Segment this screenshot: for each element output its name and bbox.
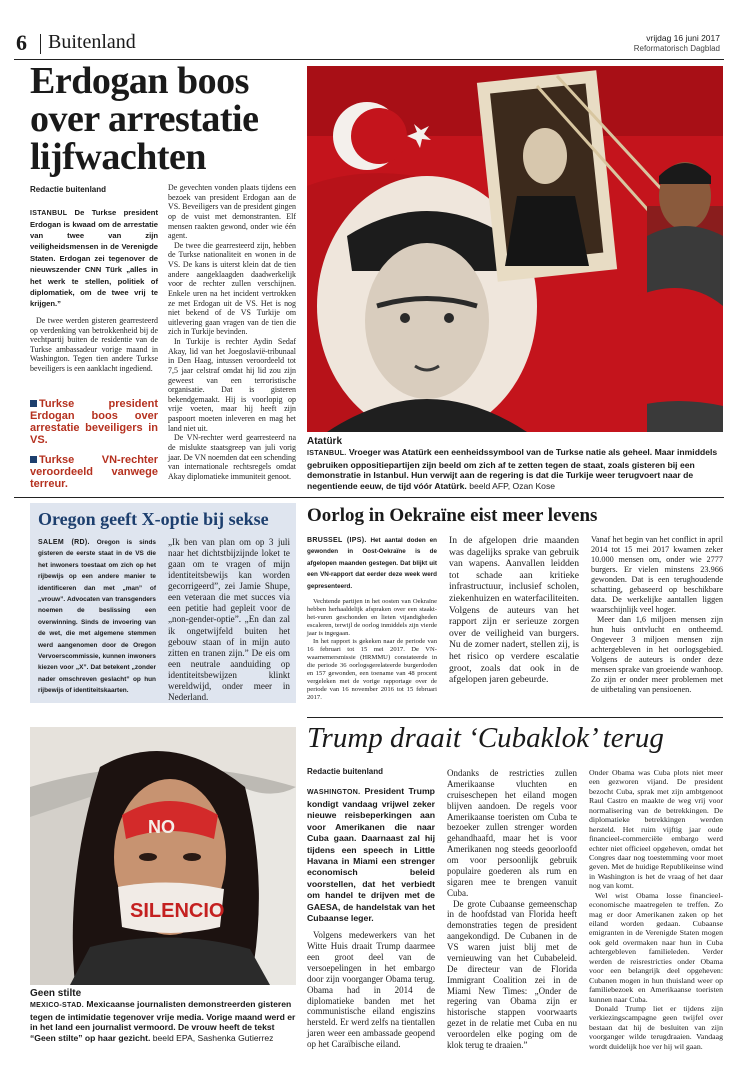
section-rule	[307, 717, 723, 718]
headline: Oregon geeft X-optie bij sekse	[38, 509, 269, 529]
caption-title: Atatürk	[307, 436, 343, 447]
section-rule	[14, 497, 724, 498]
article-oekraine	[307, 503, 723, 703]
photo-ataturk	[307, 66, 723, 432]
header-paper: Reformatorisch Dagblad	[633, 44, 720, 53]
headline: Oorlog in Oekraïne eist meer levens	[307, 505, 598, 526]
svg-text:NO: NO	[148, 817, 175, 837]
header-divider	[40, 34, 41, 54]
paragraph: In de afgelopen drie maanden was dagelijks sprake van gebruik van wapens. Aanvallen leidden tot schade aan kritieke infrastructuur, inclusief scholen, ziekenhuizen en waterfaciliteiten. Volgens de auteurs van het rapport zijn er serieuze zorgen over de veiligheid van burgers. Nu de zomer nadert, stellen zij, is het risico op verdere escalatie groot, zoals dat ook in de afgelopen jaren gebeurde.	[449, 535, 579, 686]
caption-title: Geen stilte	[30, 988, 82, 999]
headline: Trump draait ‘Cubaklok’ terug	[307, 722, 664, 754]
photo-credit: beeld EPA, Sashenka Gutierrez	[152, 1032, 274, 1043]
pull-quotes	[30, 398, 158, 490]
article-trump	[307, 722, 723, 1052]
caption-geen-stilte	[30, 988, 296, 1043]
ataturk-flag-image	[307, 66, 723, 432]
paragraph: Volgens medewerkers van het Witte Huis draait Trump daarmee een groot deel van de versoepelingen in het embargo door zijn voorganger Obama terug. Obama had in 2014 de diplomatieke banden met het communistische eiland engiszins hersteld. Er werd zelfs na tientallen jaren weer een ambassade geopend op het Caraïbische eiland.	[307, 930, 435, 1050]
paragraph: Meer dan 1,6 miljoen mensen zijn hun huis ontvlucht en ontheemd. Ongeveer 3 miljoen mensen zijn achtergebleven in het oorlogsgebied. Volgens de auteurs is onder deze mensen sprake van groeiende wanhoop. Zo zijn er onder meer problemen met de uitbetaling van pensioenen.	[591, 614, 723, 694]
column-1: SALEM (RD). Oregon is sinds gisteren de eerste staat in de VS die het inwoners toestaat om zich op het rijbewijs op een andere manier te identificeren dan met „man” of „vrouw”. Advocaten van transgenders noemen de beslissing een overwinning. Sinds de invoering van de wet, die met algemene stemmen werd aangenomen door de Oregon Vervoerscommissie, kunnen inwoners kiezen voor „X”. Dat betekent „zonder nader omschreven geslacht” op hun rijbewijs of identiteitskaarten.	[38, 539, 156, 695]
column-2	[449, 535, 579, 686]
column-3	[591, 535, 723, 695]
column-1: BRUSSEL (IPS). Het aantal doden en gewonden in Oost-Oekraïne is de afgelopen maanden gestegen. Dat blijkt uit een VN-rapport dat eerder deze week werd gepresenteerd. Vechtende partijen in het oosten van Oekraïne hebben herhaaldelijk afspraken over een staakt-het-vuren geschonden en lieten vijandigheden escaleren, terwijl de oorlog inmiddels zijn vierde jaar is ingegaan. In het rapport is gekeken naar de periode van 16 februari tot 15 mei 2017. De VN-waarnemersmissie (HRMMU) constateerde in die periode 36 oorlogsgerelateerde burgerdoden en 157 gewonden, een toename van 48 procent vergeleken met de vorige rapportage over de periode van 16 november 2016 tot 15 februari 2017.	[307, 537, 437, 702]
pull-quote: Turkse president Erdogan boos over arrestatie beveiligers in VS.	[30, 397, 158, 446]
column-2	[168, 537, 290, 703]
page-number: 6	[16, 30, 27, 55]
lead: Het aantal doden en gewonden in Oost-Oekraïne is de afgelopen maanden gestegen. Dat blijkt uit een VN-rapport dat eerder deze week werd gepresenteerd.	[307, 537, 437, 590]
paragraph: De twee die gearresteerd zijn, hebben de Turkse nationaliteit en wonen in de VS. De kans is uiterst klein dat de tien andere aangeklaagden daadwerkelijk voor de rechter zullen verschijnen. Enkele uren na het incident vertrokken ze met Erdogan uit de VS. Het is nog niet bekend of de VS Turkije om uitlevering gaan vragen van de tien die zich in Turkije bevinden.	[168, 240, 296, 337]
paragraph: Wel wist Obama losse financieel-economische maatregelen te treffen. Zo mag er door Amerikanen zaken op het eiland worden gedaan. Cubaanse emigranten in de Verenigde Staten mogen ook geld overmaken naar hun in Cuba achtergebleven familieleden. Verder werden de reisrestricties onder Obama voor een belangrijk deel opgeheven: Cubanen mogen in hun thuisland weer op familiebezoek en Amerikaanse toeristen kunnen naar Cuba.	[589, 890, 723, 1004]
paragraph: Ondanks de restricties zullen Amerikaanse vluchten en cruiseschepen het eiland mogen blijven aandoen. De regels voor Amerikaanse toeristen om Cuba te bezoeker zullen strenger worden gehandhaafd, maar het is voor Amerikanen nog steeds geoorloofd om voor persoonlijk gebruik populaire goederen als rum en sigaren mee te brengen vanuit Cuba.	[447, 768, 577, 898]
paragraph: In Turkije is rechter Aydin Sedaf Akay, lid van het Joegoslavië-tribunaal in Den Haag, intussen veroordeeld tot 7,5 jaar celstraf omdat hij lid zou zijn geweest van een terroristische organisatie. Dat is gisteren bekendgemaakt. Hij is voorlopig op vrije voeten, maar hij heeft zijn paspoort moeten inleveren en mag het land niet uit.	[168, 337, 296, 433]
byline: Redactie buitenland	[307, 767, 384, 776]
caption-text: ISTANBUL. Vroeger was Atatürk een eenheidssymbool van de Turkse natie als geheel. Maar inmiddels gebruiken oppositiepartijen zijn beeld om zich af te zetten tegen de staat, zoals gisteren bij een demonstratie in Istanbul. Hun verwijt aan de regering is dat die Turkije weer terugvoert naar de negentiende eeuw, de tijd vóór Atatürk. beeld AFP, Ozan Kose	[307, 447, 718, 491]
caption-ataturk	[307, 436, 723, 491]
lead: De Turkse president Erdogan is kwaad om de arrestatie van twee van zijn veiligheidsmensen in de Verenigde Staten. Erdogan zei tegenover de nieuwszender CNN Türk „alles in het werk te stellen, politiek of diplomatiek, om de twee vrij te krijgen.”	[30, 208, 158, 309]
column-1: WASHINGTON. President Trump kondigt vandaag vrijwel zeker nieuwe reisbeperkingen aan voor Amerikanen die naar Cuba gaan. Daarnaast zal hij tijdens een speech in Little Havana in Miami een strenger economisch beleid voorstellen, dat het verbiedt om handel te drijven met de GAESA, de handelstak van het Cubaanse leger. Volgens medewerkers van het Witte Huis draait Trump daarmee een groot deel van de versoepelingen in het embargo door zijn voorganger Obama terug. Obama had in 2014 de diplomatieke banden met het communistische eiland engiszins hersteld. Er werd zelfs na tientallen jaren weer een ambassade geopend op het Caraïbische eiland.	[307, 786, 435, 1050]
paragraph: Vanaf het begin van het conflict in april 2014 tot 15 mei 2017 kwamen zeker 10.000 mensen om, onder wie 2777 burgers. Er vielen minstens 23.966 gewonden. Dat is een terughoudende schatting, gebaseerd op beschikbare data. De werkelijke aantallen liggen waarschijnlijk veel hoger.	[591, 535, 723, 614]
pull-quote: Turkse VN-rechter veroordeeld vanwege terreur.	[30, 453, 158, 490]
photo-geen-stilte	[30, 727, 296, 985]
paragraph: In het rapport is gekeken naar de periode van 16 februari tot 15 mei 2017. De VN-waarnemersmissie (HRMMU) constateerde in die periode 36 oorlogsgerelateerde burgerdoden en 157 gewonden, een toename van 48 procent vergeleken met de vorige rapportage over de periode van 16 november 2016 tot 15 februari 2017.	[307, 638, 437, 702]
lead: Oregon is sinds gisteren de eerste staat in de VS die het inwoners toestaat om zich op het rijbewijs op een andere manier te identificeren dan met „man” of „vrouw”. Advocaten van transgenders noemen de beslissing een overwinning. Sinds de invoering van de wet, die met algemene stemmen werd aangenomen door de Oregon Vervoerscommissie, kunnen inwoners kiezen voor „X”. Dat betekent „zonder nader omschreven geslacht” op hun rijbewijs of identiteitskaarten.	[38, 539, 156, 695]
paragraph: Vechtende partijen in het oosten van Oekraïne hebben herhaaldelijk afspraken over een staakt-het-vuren geschonden en lieten vijandigheden escaleren, terwijl de oorlog inmiddels zijn vierde jaar is ingegaan.	[307, 598, 437, 638]
lead: President Trump kondigt vandaag vrijwel zeker nieuwe reisbeperkingen aan voor Amerikanen die naar Cuba gaan. Daarnaast zal hij tijdens een speech in Little Havana in Miami een strenger economisch beleid voorstellen, dat het verbiedt om handel te drijven met de GAESA, de handelstak van het Cubaanse leger.	[307, 786, 435, 923]
header-date: vrijdag 16 juni 2017	[646, 33, 720, 43]
dateline: ISTANBUL	[30, 210, 68, 217]
article-erdogan	[30, 62, 300, 492]
paragraph: Donald Trump liet er tijdens zijn verkiezingscampagne geen twijfel over bestaan dat hij de besluiten van zijn voorganger wilde terugdraaien. Vandaag wordt duidelijk hoe ver hij wil gaan.	[589, 1003, 723, 1051]
headline: Erdogan boos over arrestatie lijfwachten	[30, 60, 259, 178]
column-3	[589, 768, 723, 1051]
article-oregon	[30, 503, 296, 703]
journalist-protest-image	[30, 727, 296, 985]
byline: Redactie buitenland	[30, 185, 107, 194]
paragraph: De grote Cubaanse gemeenschap in de hoofdstad van Florida heeft demonstraties tegen de president aangekondigd. De Cubanen in de VS waren juist blij met de vernieuwing van het Cubabeleid. De directeur van de Florida Immigrant Coalition zei in de Miami New Times: „Onder de regering van Obama zijn er historische stappen voorwaarts gezet in de relatie met Cuba en nu veroordelen elke poging om de klok terug te draaien.”	[447, 898, 577, 1050]
caption-text: MEXICO-STAD. Mexicaanse journalisten demonstreerden gisteren tegen de intimidatie tegenover vrije media. Vorige maand werd er in het land een journalist vermoord. De vrouw heeft de tekst “Geen stilte” op haar gezicht. beeld EPA, Sashenka Gutierrez	[30, 999, 296, 1043]
paragraph: De gevechten vonden plaats tijdens een bezoek van president Erdogan aan de VS. Beveiligers van de president gingen op de vuist met demonstranten. Elf mensen raakten gewond, onder wie één agent.	[168, 183, 296, 241]
paragraph: De VN-rechter werd gearresteerd na de mislukte staatsgreep van juli vorig jaar. De VN noemden dat een schending van internationale rechtsregels omdat Akay diplomatieke immuniteit genoot.	[168, 433, 296, 481]
photo-credit: beeld AFP, Ozan Kose	[469, 480, 556, 491]
paragraph: Onder Obama was Cuba plots niet meer een gezworen vijand. De president bezocht Cuba, sprak met zijn ambtgenoot Raul Castro en maakte de weg vrij voor normalisering van de betrekkingen. De diplomatieke betrekkingen werden hersteld. Het ruim vijftig jaar oude financieel-commerciële embargo werd echter niet officieel opgeheven, omdat het Congres daar nog toestemming voor moet geven. Met de huidige Republikeinse wind in Washington is het de vraag of het daar nog van komt.	[589, 768, 723, 891]
column-2	[447, 768, 577, 1051]
column-2	[168, 183, 296, 481]
section-title: Buitenland	[48, 31, 136, 53]
column-1	[30, 207, 158, 490]
page-header	[14, 30, 724, 60]
paragraph: „Ik ben van plan om op 3 juli naar het dichtstbijzijnde loket te gaan om te vragen of mijn identiteitsbewijs kan worden gecorrigeerd”, zei Jamie Shupe, een veteraan die met succes via een petitie had gepleit voor de „non-gender-optie”. „En dan zal ik ongetwijfeld buiten het gebouw staan of in mijn auto zitten en tranen zijn.” De eis om een neutrale aanduiding op identiteitsbewijzen klinkt wereldwijd, onder meer in Nederland.	[168, 537, 290, 702]
paragraph: De twee werden gisteren gearresteerd op verdenking van betrokkenheid bij de vechtpartij buiten de residentie van de Turkse ambassadeur vorige maand in Washington. Tegen tien andere Turkse beveiligers is een aanklacht ingediend.	[30, 315, 158, 373]
svg-text:SILENCIO: SILENCIO	[130, 900, 225, 922]
